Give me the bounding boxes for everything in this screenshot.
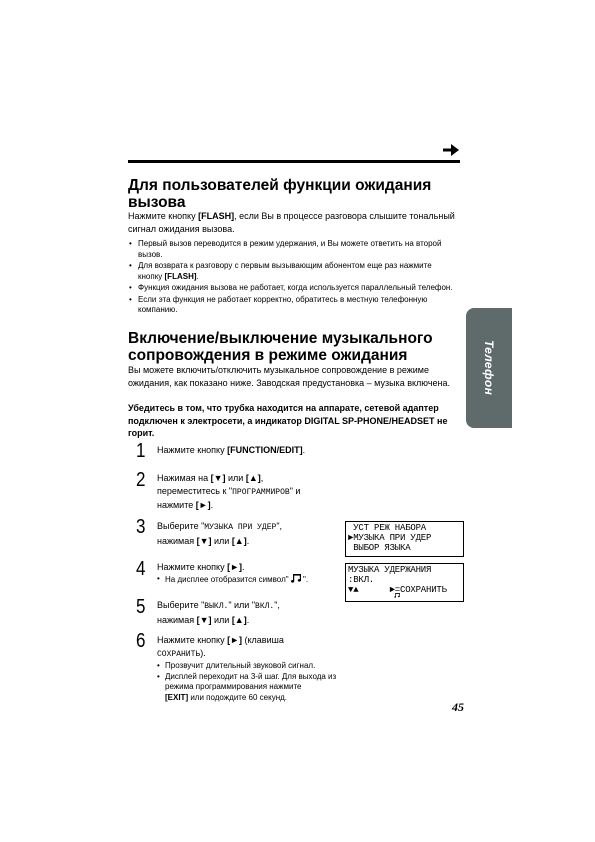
step-1-text: Нажмите кнопку [FUNCTION/EDIT]. <box>157 445 306 455</box>
step-4-note <box>157 574 347 586</box>
step-6-notes <box>157 661 347 703</box>
step-number: 5 <box>136 596 146 618</box>
lcd-line: ▼▲ ►=СОХРАНИТЬ <box>348 585 447 595</box>
step-4-text: Нажмите кнопку [►]. <box>157 562 245 572</box>
lcd-line: ВЫБОР ЯЗЫКА <box>348 543 411 553</box>
lcd-line: :ВКЛ. <box>348 575 375 585</box>
list-item: • Для возврата к разговору с первым вызывающим абонентом еще раз нажмите кнопку [FLASH]. <box>128 261 458 282</box>
section2-warning: Убедитесь в том, что трубка находится на аппарате, сетевой адаптер подключен к электросети, а индикатор DIGITAL SP-PHONE/HEADSET не горит. <box>128 403 448 438</box>
list-item: • Дисплей переходит на 3-й шаг. Для выхода из режима программирования нажмите [EXIT] или подождите 60 секунд. <box>157 672 347 704</box>
side-tab <box>466 308 512 428</box>
music-note-icon <box>394 593 400 598</box>
page-number: 45 <box>452 700 464 714</box>
top-rule <box>128 160 460 163</box>
step-number: 3 <box>136 516 146 538</box>
side-tab-label: Телефон <box>482 340 496 396</box>
step-6-text: Нажмите кнопку [►] (клавиша СОХРАНИТЬ). <box>157 635 284 659</box>
section2-title: Включение/выключение музыкального сопровождения в режиме ожидания <box>128 330 433 364</box>
step-number: 2 <box>136 469 146 491</box>
arrow-right-icon <box>443 144 459 156</box>
section2-intro: Вы можете включить/отключить музыкальное сопровождение в режиме ожидания, как показано ниже. Заводская предустановка – музыка включена. <box>128 365 450 388</box>
step-5-text: Выберите "ВЫКЛ." или "ВКЛ.", нажимая [▼] или [▲]. <box>157 600 280 625</box>
step-number: 1 <box>136 440 146 462</box>
list-item: • Первый вызов переводится в режим удержания, и Вы можете ответить на второй вызов. <box>128 239 458 260</box>
lcd-line: УСТ РЕЖ НАБОРА <box>348 523 427 533</box>
step-number: 4 <box>136 558 146 580</box>
section1-intro: Нажмите кнопку [FLASH], если Вы в процессе разговора слышите тональный сигнал ожидания вызова. <box>128 211 455 234</box>
list-item: • Если эта функция не работает корректно, обратитесь в местную телефонную компанию. <box>128 295 458 316</box>
list-item: • Функция ожидания вызова не работает, когда используется параллельный телефон. <box>128 283 458 294</box>
list-item: • На дисплее отобразится символ" ". <box>157 574 347 586</box>
lcd-line: ►МУЗЫКА ПРИ УДЕР <box>348 533 432 543</box>
list-item: • Прозвучит длительный звуковой сигнал. <box>157 661 347 672</box>
lcd-line: МУЗЫКА УДЕРЖАНИЯ <box>348 565 432 575</box>
section1-bullets <box>128 239 458 317</box>
step-number: 6 <box>136 630 146 652</box>
step-2-text: Нажимая на [▼] или [▲], переместитесь к "ПРОГРАММИРОВ" и нажмите [►]. <box>157 473 301 510</box>
lcd-display-1 <box>345 521 464 557</box>
music-note-icon <box>291 574 301 583</box>
section1-title: Для пользователей функции ожидания вызова <box>128 177 432 211</box>
step-3-text: Выберите "МУЗЫКА ПРИ УДЕР", нажимая [▼] или [▲]. <box>157 521 283 546</box>
lcd-display-2 <box>345 563 464 602</box>
